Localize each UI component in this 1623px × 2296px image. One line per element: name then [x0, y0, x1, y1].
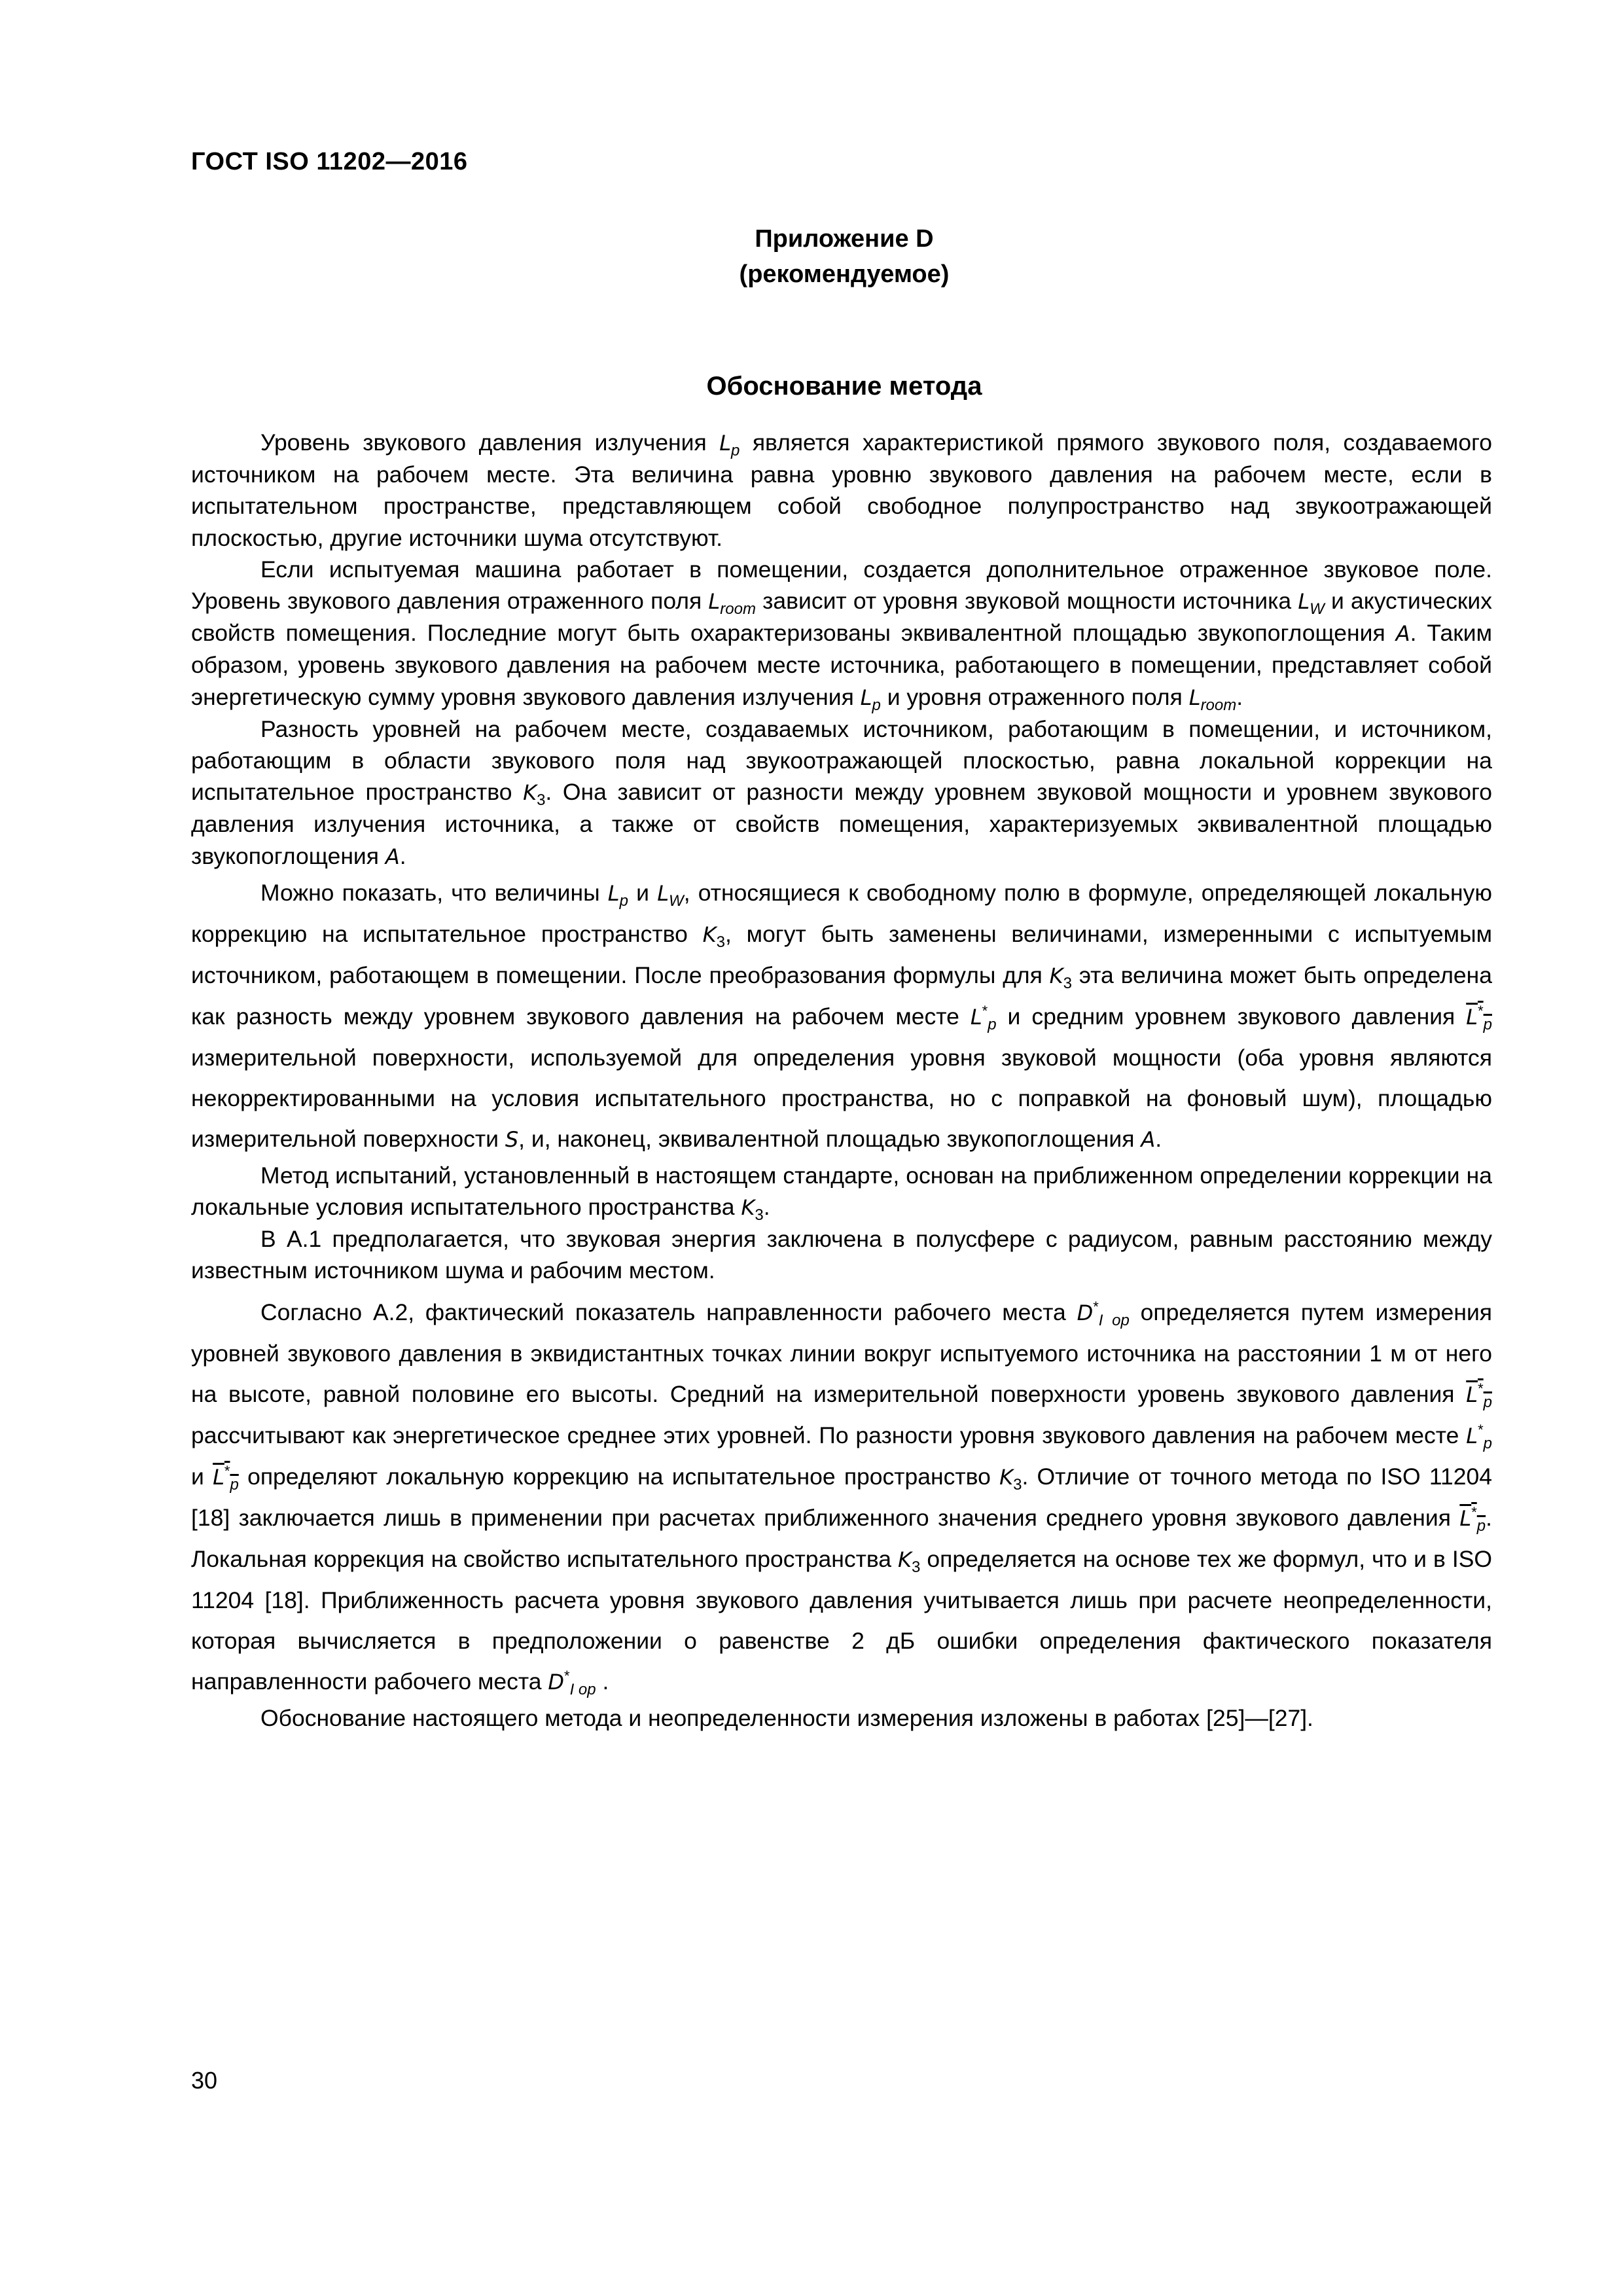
paragraph-3: Разность уровней на рабочем месте, создаваемых источником, работающим в помещении, и источником, работающим в области звукового поля над звукоотражающей плоскостью, равна локальной коррекции на испытательное пространство $K_3$. Она зависит от разности между уровнем звуковой мощности и уровнем звукового давления излучения источника, а также от свойств помещения, характеризуемых эквивалентной площадью звукопоглощения A. — [191, 715, 1492, 869]
paragraph-7: Согласно A.2, фактический показатель направленности рабочего места $D^*_{I op}$ определяется путем измерения уровней звукового давления в эквидистантных точках линии вокруг испытуемого источника на расстоянии 1 м от него на высоте, равной половине его высоты. Средний на измерительной поверхности уровень звукового давления $L^*_p$ рассчитывают как энергетическое среднее этих уровней. По разности уровня звукового давления на рабочем месте $L^*_p$ и $L^*_p$ определяют локальную коррекцию на испытательное пространство $K_3$. Отличие от точного метода по ISO 11204 [18] заключается лишь в применении при расчетах приближенного значения среднего уровня звукового давления $L^*_p$. Локальная коррекция на свойство испытательного пространства $K_3$ определяется на основе тех же формул, что и в ISO 11204 [18]. Приближенность расчета уровня звукового давления учитывается лишь при расчете неопределенности, которая вычисляется в предположении о равенстве 2 дБ ошибки определения фактического показателя направленности рабочего места $D^*_{I op}$ . — [191, 1298, 1493, 1698]
annex-status: (рекомендуемое) — [739, 260, 950, 288]
section-title: Обоснование метода — [706, 372, 982, 401]
paragraph-4: Можно показать, что величины $L_p$ и $L_W$, относящиеся к свободному полю в формуле, определяющей локальную коррекцию на испытательное пространство $K_3$, могут быть заменены величинами, измеренными с испытуемым источником, работающем в помещении. После преобразования формулы для $K_3$ эта величина может быть определена как разность между уровнем звукового давления на рабочем месте $L^*_p$ и средним уровнем звукового давления $L^*_p$ измерительной поверхности, используемой для определения уровня звуковой мощности (оба уровня являются некорректированными на условия испытательного пространства, но с поправкой на фоновый шум), площадью измерительной поверхности S, и, наконец, эквивалентной площадью звукопоглощения A. — [191, 879, 1493, 1152]
paragraph-5: Метод испытаний, установленный в настоящем стандарте, основан на приближенном определении коррекции на локальные условия испытательного пространства $K_3$. — [191, 1162, 1492, 1225]
annex-label: Приложение D — [755, 225, 934, 253]
body-text — [191, 427, 1492, 1734]
document-code: ГОСТ ISO 11202—2016 — [191, 148, 468, 175]
paragraph-1: Уровень звукового давления излучения $L_p$ является характеристикой прямого звукового поля, создаваемого источником на рабочем месте. Эта величина равна уровню звукового давления на рабочем месте, если в испытательном пространстве, представляющем собой свободное полупространство над звукоотражающей плоскостью, другие источники шума отсутствуют. — [191, 429, 1492, 551]
paragraph-2: Если испытуемая машина работает в помещении, создается дополнительное отраженное звуковое поле. Уровень звукового давления отраженного поля $L_{room}$ зависит от уровня звуковой мощности источника $L_W$ и акустических свойств помещения. Последние могут быть охарактеризованы эквивалентной площадью звукопоглощения A. Таким образом, уровень звукового давления на рабочем месте источника, работающего в помещении, представляет собой энергетическую сумму уровня звукового давления излучения $L_p$ и уровня отраженного поля $L_{room}$. — [191, 556, 1493, 714]
paragraph-8: Обоснование настоящего метода и неопределенности измерения изложены в работах [25]—[27]. — [260, 1704, 1313, 1731]
paragraph-6: В A.1 предполагается, что звуковая энергия заключена в полусфере с радиусом, равным расстоянию между известным источником шума и рабочим местом. — [191, 1226, 1492, 1284]
annex-heading — [0, 221, 1623, 292]
page-number: 30 — [191, 2067, 218, 2094]
